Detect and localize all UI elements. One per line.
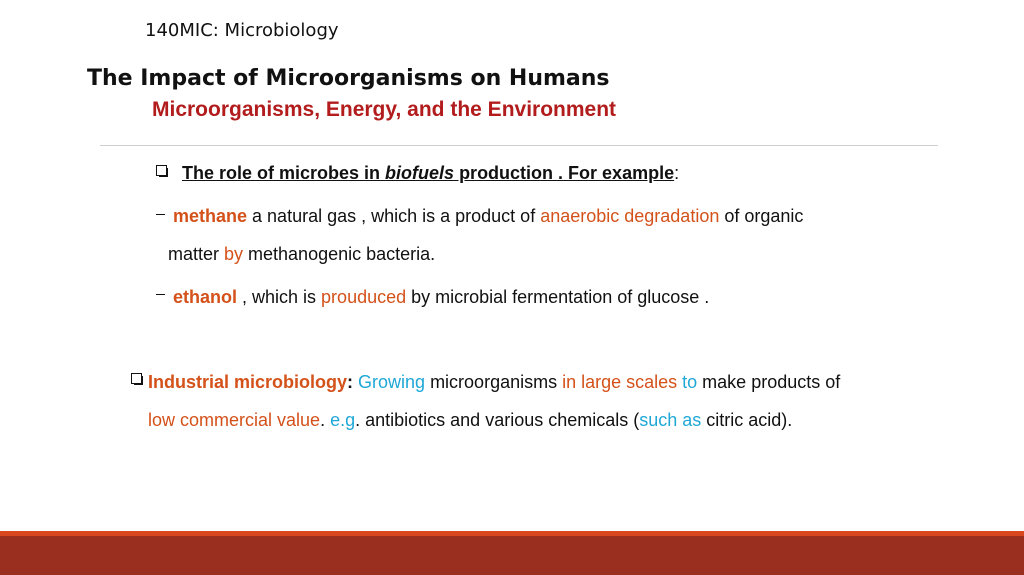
slide-subtitle: Microorganisms, Energy, and the Environment — [152, 98, 617, 121]
industrial-citric: citric acid). — [701, 410, 793, 430]
footer-band — [0, 536, 1024, 575]
industrial-colon: : — [347, 372, 354, 392]
ethanol-line — [173, 285, 709, 309]
industrial-large-scales: in large scales — [562, 372, 678, 392]
industrial-low-value: low commercial value — [148, 410, 321, 430]
industrial-eg: e.g — [330, 410, 356, 430]
industrial-text-products: make products of — [697, 372, 841, 392]
ethanol-highlight: prouduced — [321, 287, 407, 307]
industrial-to: to — [677, 372, 698, 392]
methane-text: a natural gas , which is a product of — [247, 206, 541, 226]
industrial-such-as: such as — [639, 410, 702, 430]
ethanol-term: ethanol — [173, 287, 238, 307]
industrial-dot: . — [320, 410, 331, 430]
title-divider — [100, 145, 938, 146]
checkbox-bullet-icon — [131, 373, 142, 384]
slide-title: The Impact of Microorganisms on Humans — [87, 66, 610, 91]
ethanol-text: , which is — [237, 287, 322, 307]
methane-text-matter: matter — [168, 244, 225, 264]
course-label: 140MIC: Microbiology — [145, 20, 339, 41]
heading-text: The role of microbes in — [182, 163, 386, 183]
dash-icon — [156, 214, 165, 215]
industrial-antibiotics: . antibiotics and various chemicals ( — [355, 410, 640, 430]
heading-colon: : — [674, 163, 680, 183]
heading-biofuels: biofuels — [385, 163, 455, 183]
methane-highlight-by: by — [224, 244, 244, 264]
methane-text-bacteria: methanogenic bacteria. — [243, 244, 436, 264]
checkbox-bullet-icon — [156, 165, 167, 176]
ethanol-text-end: by microbial fermentation of glucose . — [406, 287, 710, 307]
industrial-line-2 — [148, 408, 792, 432]
dash-icon — [156, 294, 165, 295]
industrial-growing: Growing — [353, 372, 426, 392]
methane-line-1 — [173, 204, 803, 228]
industrial-line-1 — [148, 370, 840, 394]
methane-line-2 — [168, 242, 435, 266]
methane-highlight: anaerobic degradation — [540, 206, 720, 226]
biofuels-heading — [182, 161, 679, 185]
methane-term: methane — [173, 206, 248, 226]
industrial-term: Industrial microbiology — [148, 372, 348, 392]
heading-text-end: production . For example — [454, 163, 675, 183]
methane-text-end: of organic — [719, 206, 804, 226]
industrial-text: microorganisms — [425, 372, 563, 392]
